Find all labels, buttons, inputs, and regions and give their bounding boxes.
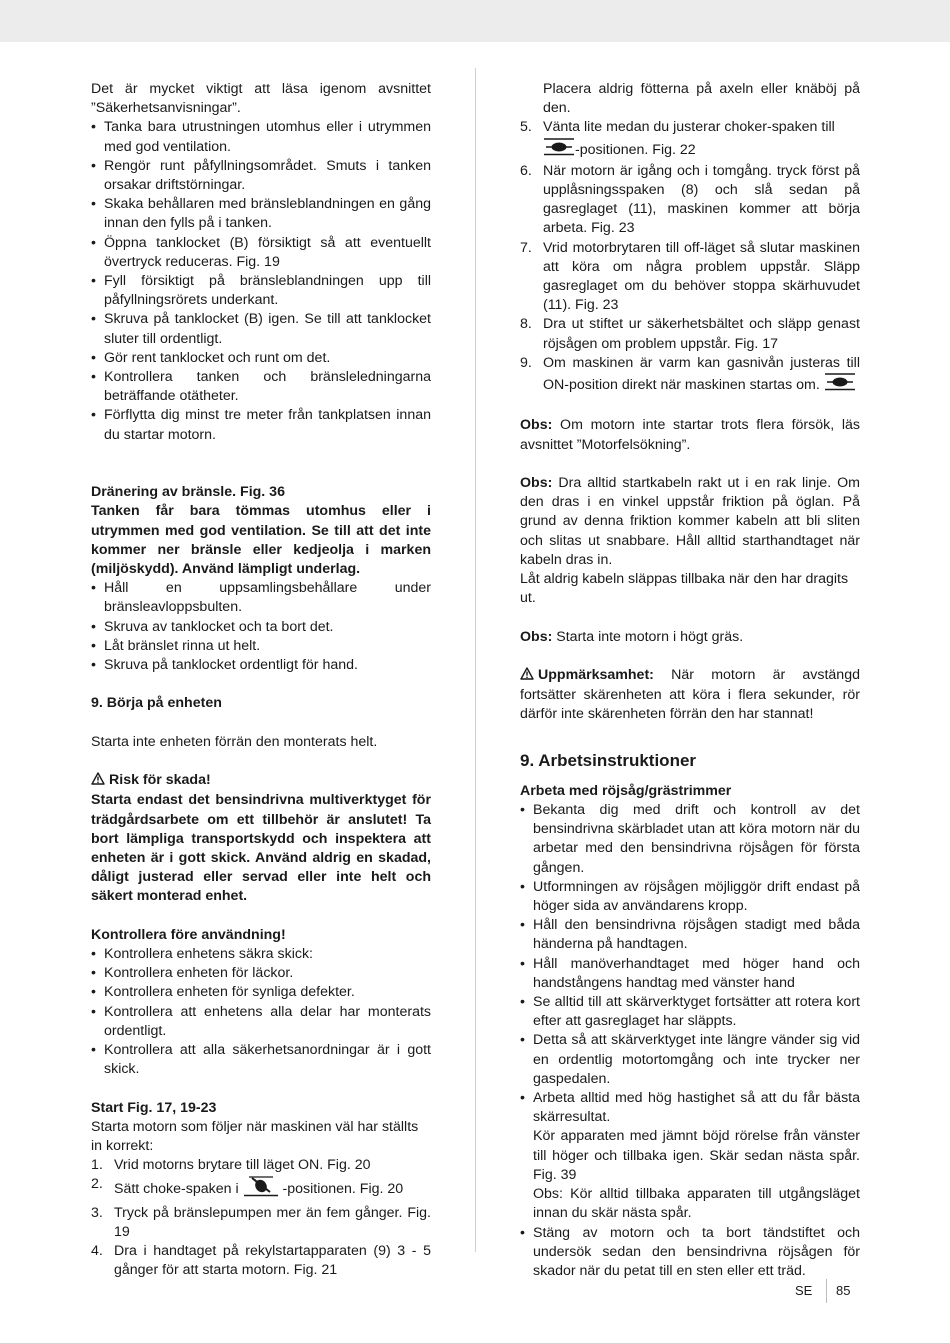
start-heading: Start Fig. 17, 19-23 xyxy=(91,1099,217,1116)
list-item: • Detta så att skärverktyget inte längre vänder sig vid en ordentlig motortomgång och inte trycker ner gaspedalen. xyxy=(520,1031,860,1089)
start-steps-continued xyxy=(520,118,860,397)
work-list xyxy=(520,801,860,1281)
step-item: 3. Tryck på bränslepumpen mer än fem gånger. Fig. 19 xyxy=(91,1204,431,1240)
list-item: • Bekanta dig med drift och kontroll av det bensindrivna skärbladet utan att köra motorn när du arbetar med den bensindrivna röjsågen för första gången. xyxy=(520,801,860,878)
risk-heading-line xyxy=(91,771,431,791)
list-item: • Håll en uppsamlingsbehållare under bränsleavloppsbulten. xyxy=(91,579,431,617)
obs-note-3: Obs: Starta inte motorn i högt gräs. xyxy=(520,628,744,645)
risk-heading: Risk för skada! xyxy=(109,772,211,789)
list-item: • Skaka behållaren med bränsleblandningen en gång innan den fylls på i tanken. xyxy=(91,195,431,233)
warning-triangle-icon xyxy=(520,667,534,686)
step-item: 1. Vrid motorns brytare till läget ON. Fig. 20 xyxy=(91,1157,371,1174)
step-item: 4. Dra i handtaget på rekylstartapparaten (9) 3 - 5 gånger för att starta motorn. Fig. 21 xyxy=(91,1243,431,1279)
right-column xyxy=(520,80,860,1281)
list-item: • Utformningen av röjsågen möjliggör drift endast på höger sida av användarens kropp. xyxy=(520,878,860,916)
list-item: • Fyll försiktigt på bränsleblandningen upp till påfyllningsrörets underkant. xyxy=(91,272,431,310)
list-item: • Kontrollera tanken och bränsleledningarna beträffande otätheter. xyxy=(91,368,431,406)
list-item: • Se alltid till att skärverktyget fortsätter att rotera kort efter att gasreglaget har släppts. xyxy=(520,993,860,1031)
start-steps xyxy=(91,1156,431,1280)
start-unit-text: Starta inte enheten förrän den monterats helt. xyxy=(91,733,378,750)
drain-heading: Dränering av bränsle. Fig. 36 xyxy=(91,484,285,501)
warning-triangle-icon xyxy=(91,772,105,791)
start-unit-heading: 9. Börja på enheten xyxy=(91,695,222,712)
drain-warning: Tanken får bara tömmas utomhus eller i utrymmen med god ventilation. Se till att det inte kommer ner bränsle eller kedjeolja i marken (miljöskydd). Använd lämpligt underlag. xyxy=(91,503,431,578)
step-item: 9. Om maskinen är varm kan gasnivån justeras till ON-position direkt när maskinen startas om. xyxy=(520,354,860,397)
list-item: • Tanka bara utrustningen utomhus eller i utrymmen med god ventilation. xyxy=(91,118,431,156)
page-number: 85 xyxy=(836,1283,851,1298)
check-heading: Kontrollera före användning! xyxy=(91,926,286,943)
list-item: • Håll den bensindrivna röjsågen stadigt med båda händerna på handtagen. xyxy=(520,916,860,954)
list-item: • Förflytta dig minst tre meter från tankplatsen innan du startar motorn. xyxy=(91,406,431,444)
choke-open-icon xyxy=(543,138,575,162)
obs-note-1: Obs: Om motorn inte startar trots flera försök, läs avsnittet ”Motorfelsökning”. xyxy=(520,417,860,453)
work-heading: Arbeta med röjsåg/grästrimmer xyxy=(520,782,732,799)
intro-text: Det är mycket viktigt att läsa igenom avsnittet ”Säkerhetsanvisningar”. xyxy=(91,81,431,117)
step-item: 6. När motorn är igång och i tomgång. tryck först på upplåsningsspaken (8) och slå sedan på gasreglaget (11), maskinen kommer att börja arbeta. Fig. 23 xyxy=(520,162,860,237)
top-bar xyxy=(0,0,950,42)
step-4-continuation: Placera aldrig fötterna på axeln eller knäböj på den. xyxy=(543,81,860,117)
list-item: • Kontrollera enhetens säkra skick: xyxy=(91,945,431,964)
obs-note-2: Obs: Dra alltid startkabeln rakt ut i en rak linje. Om den dras i en vinkel uppstår friktion på öglan. På grund av denna friktion kommer kabeln att bli sliten och slitas ut snabbare. Håll alltid starthandtaget när kabeln dras in. xyxy=(520,475,860,568)
refuel-safety-list xyxy=(91,118,431,444)
list-item: • Kontrollera att enhetens alla delar har monterats ordentligt. xyxy=(91,1003,431,1041)
check-list xyxy=(91,945,431,1079)
list-item: • Skruva på tanklocket (B) igen. Se till att tanklocket sluter till ordentligt. xyxy=(91,310,431,348)
step-item: 2. Sätt choke-spaken i -positionen. Fig. 20 xyxy=(91,1175,431,1203)
attention-note: Uppmärksamhet: När motorn är avstängd fortsätter skärenheten att köra i flera sekunder, rör därför inte skärenheten förrän den har stannat! xyxy=(520,667,860,723)
section-title: 9. Arbetsinstruktioner xyxy=(520,750,697,770)
list-item: • Kontrollera enheten för läckor. xyxy=(91,964,431,983)
column-divider xyxy=(475,68,476,1252)
obs-note-2-extra: Låt aldrig kabeln släppas tillbaka när den har dragits ut. xyxy=(520,571,849,607)
list-item: • Gör rent tanklocket och runt om det. xyxy=(91,349,431,368)
step-item: 8. Dra ut stiftet ur säkerhetsbältet och släpp genast röjsågen om problem uppstår. Fig. 17 xyxy=(520,316,860,352)
list-item: • Kontrollera att alla säkerhetsanordningar är i gott skick. xyxy=(91,1041,431,1079)
list-item: • Håll manöverhandtaget med höger hand och handstångens handtag med vänster hand xyxy=(520,955,860,993)
choke-closed-icon xyxy=(243,1175,279,1203)
list-item: • Skruva på tanklocket ordentligt för hand. xyxy=(91,656,431,675)
list-item: • Rengör runt påfyllningsområdet. Smuts i tanken orsakar driftstörningar. xyxy=(91,157,431,195)
risk-text: Starta endast det bensindrivna multiverktyget för trädgårdsarbete om ett tillbehör är anslutet! Ta bort lämpliga transportskydd och inspektera att enheten är i gott skick. Använd aldrig en skadad, dåligt justerad eller servad eller inte helt och säkert monterad enhet. xyxy=(91,792,431,905)
list-item: • Låt bränslet rinna ut helt. xyxy=(91,637,431,656)
list-item: • Öppna tanklocket (B) försiktigt så att eventuellt övertryck reduceras. Fig. 19 xyxy=(91,234,431,272)
footer-separator xyxy=(826,1279,827,1303)
left-column xyxy=(91,80,431,1280)
footer-language: SE xyxy=(795,1283,813,1298)
list-item: • Kontrollera enheten för synliga defekter. xyxy=(91,983,431,1002)
list-item: • Arbeta alltid med hög hastighet så att du får bästa skärresultat. Kör apparaten med jämnt böjd rörelse från vänster till höger och tillbaka igen. Skär sedan nästa spår. Fig. 39 Obs: Kör alltid tillbaka apparaten till utgångsläget innan du skär nästa spår. xyxy=(520,1089,860,1223)
step-item: 5. Vänta lite medan du justerar choker-spaken till -positionen. Fig. 22 xyxy=(520,118,860,161)
step-item: 7. Vrid motorbrytaren till off-läget så slutar maskinen att köra om några problem uppstår. Släpp gasreglaget om du behöver stoppa skärhuvudet (11). Fig. 23 xyxy=(520,239,860,314)
list-item: • Skruva av tanklocket och ta bort det. xyxy=(91,618,431,637)
drain-list xyxy=(91,579,431,675)
start-intro: Starta motorn som följer när maskinen väl har ställts in korrekt: xyxy=(91,1118,419,1155)
choke-open-icon xyxy=(824,373,856,397)
list-item: • Stäng av motorn och ta bort tändstiftet och undersök sedan den bensindrivna röjsågen för skador när du petat till en sten eller ett träd. xyxy=(520,1224,860,1282)
